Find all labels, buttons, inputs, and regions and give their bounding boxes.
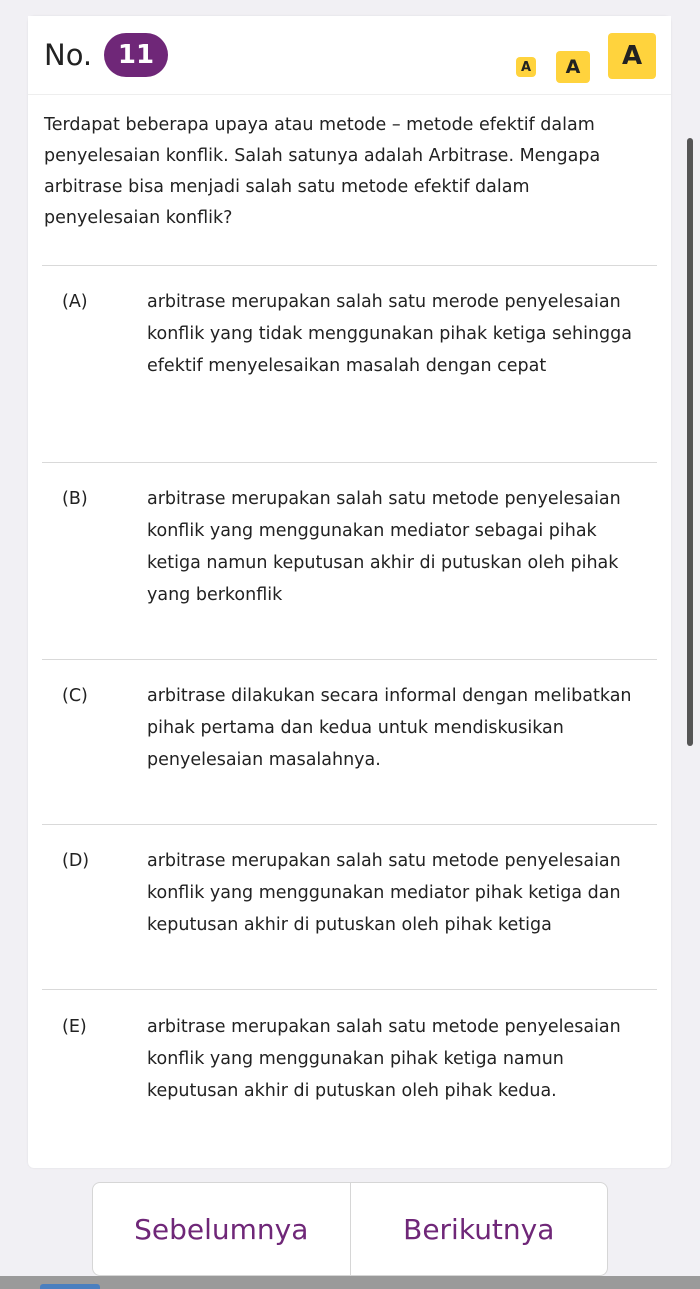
- system-bottom-bar: [0, 1276, 700, 1289]
- option-text: arbitrase merupakan salah satu metode penyelesaian konflik yang menggunakan mediator sebagai pihak ketiga namun keputusan akhir di putuskan oleh pihak yang berkonflik: [147, 489, 621, 605]
- question-header: [28, 16, 671, 95]
- option-text: arbitrase merupakan salah satu metode penyelesaian konflik yang menggunakan mediator pihak ketiga dan keputusan akhir di putuskan oleh pihak ketiga: [147, 851, 621, 935]
- bottom-bar-accent: [40, 1284, 100, 1289]
- divider: [42, 659, 657, 660]
- option-text: arbitrase dilakukan secara informal dengan melibatkan pihak pertama dan kedua untuk mendiskusikan penyelesaian masalahnya.: [147, 686, 632, 770]
- question-card: [28, 16, 671, 1168]
- scrollbar[interactable]: [687, 138, 693, 746]
- question-text: Terdapat beberapa upaya atau metode – metode efektif dalam penyelesaian konflik. Salah satunya adalah Arbitrase. Mengapa arbitrase bisa menjadi salah satu metode efektif dalam penyelesaian konflik?: [44, 115, 601, 228]
- divider: [42, 462, 657, 463]
- question-number-badge: 11: [104, 33, 168, 77]
- previous-button[interactable]: Sebelumnya: [134, 1212, 309, 1246]
- option-letter: (B): [62, 489, 88, 509]
- option-text: arbitrase merupakan salah satu metode penyelesaian konflik yang menggunakan pihak ketiga namun keputusan akhir di putuskan oleh pihak kedua.: [147, 1017, 621, 1101]
- option-letter: (A): [62, 292, 88, 312]
- question-number-label: No.: [44, 38, 93, 72]
- option-text: arbitrase merupakan salah satu merode penyelesaian konflik yang tidak menggunakan pihak ketiga sehingga efektif menyelesaikan masalah dengan cepat: [147, 292, 632, 376]
- divider: [42, 989, 657, 990]
- question-navigation: [92, 1182, 608, 1276]
- divider: [42, 265, 657, 266]
- font-size-small-button[interactable]: A: [516, 57, 536, 77]
- font-size-large-button[interactable]: A: [608, 33, 656, 79]
- option-letter: (E): [62, 1017, 87, 1037]
- divider: [42, 824, 657, 825]
- option-letter: (D): [62, 851, 90, 871]
- option-letter: (C): [62, 686, 88, 706]
- font-size-medium-button[interactable]: A: [556, 51, 590, 83]
- next-button[interactable]: Berikutnya: [350, 1183, 608, 1275]
